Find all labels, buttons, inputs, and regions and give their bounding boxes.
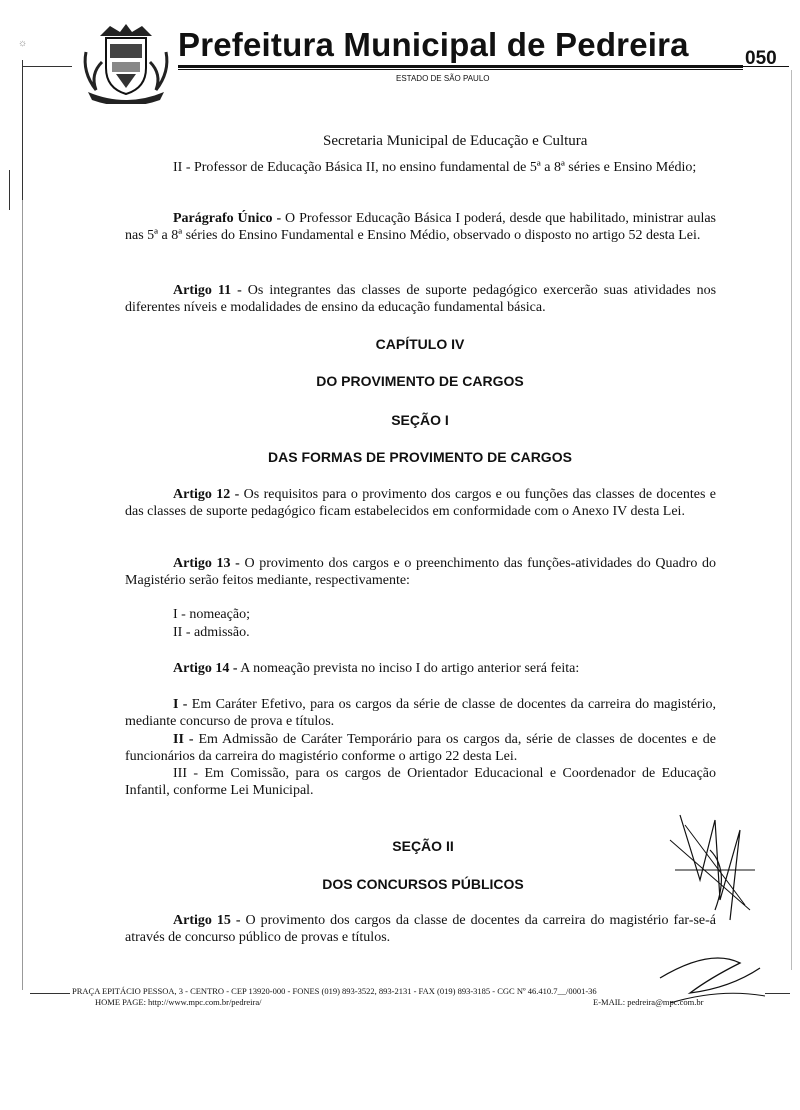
article-11: [125, 282, 716, 316]
item-lead: II -: [173, 732, 194, 747]
paragraph-item-ii: II - Professor de Educação Básica II, no ensino fundamental de 5ª a 8ª séries e Ensino Médio;: [173, 160, 697, 175]
article-text: Os integrantes das classes de suporte pedagógico exercerão suas atividades nos diferentes níveis e modalidades de ensino da educação fundamental básica.: [125, 283, 717, 315]
item-lead: III -: [173, 766, 199, 781]
paragraph-text: O Professor Educação Básica I poderá, desde que habilitado, ministrar aulas nas 5ª a 8ª séries do Ensino Fundamental e Ensino Médio, observado o disposto no artigo 52 desta Lei.: [125, 211, 717, 243]
page-number: 050: [745, 48, 777, 69]
article-lead: Artigo 12 -: [173, 487, 240, 502]
footer-rule: [30, 993, 70, 994]
page-title: Prefeitura Municipal de Pedreira: [178, 26, 689, 63]
scan-mark: ☼: [18, 38, 28, 49]
item-text: Em Caráter Efetivo, para os cargos da série de classe de docentes da carreira do magistério, mediante concurso de prova e títulos.: [125, 697, 716, 729]
item-lead: I -: [173, 697, 188, 712]
paragraph-unico: [125, 210, 716, 244]
article-15: [125, 912, 716, 946]
article-14-item-iii: [125, 765, 716, 799]
footer-email: E-MAIL: pedreira@mpc.com.br: [593, 997, 704, 1007]
article-lead: Artigo 13 -: [173, 556, 240, 571]
article-lead: Artigo 15 -: [173, 913, 241, 928]
footer-rule: [765, 993, 790, 994]
article-text: Os requisitos para o provimento dos cargos e ou funções das classes de docentes e das classes de suporte pedagógico ficam estabelecidos em conformidade com o Anexo IV desta Lei.: [125, 487, 716, 519]
article-14-item-i: [125, 696, 716, 730]
list-item: II - admissão.: [173, 625, 250, 640]
item-text: Em Comissão, para os cargos de Orientador Educacional e Coordenador de Educação Infantil, conforme Lei Municipal.: [125, 766, 716, 798]
margin-line: [22, 66, 72, 67]
article-14: [125, 660, 716, 677]
article-lead: Artigo 11 -: [173, 283, 242, 298]
article-lead: Artigo 14 -: [173, 661, 238, 676]
margin-line: [22, 200, 23, 990]
item-text: Em Admissão de Caráter Temporário para os cargos da, série de classes de docentes e de funcionários da carreira do magistério conforme o artigo 22 desta Lei.: [125, 732, 717, 764]
signature-icon: [660, 810, 760, 930]
article-text: O provimento dos cargos da classe de docentes da carreira do magistério far-se-á através de concurso público de provas e títulos.: [125, 913, 716, 945]
article-text: O provimento dos cargos e o preenchimento das funções-atividades do Quadro do Magistério serão feitos mediante, respectivamente:: [125, 556, 717, 588]
section-heading: SEÇÃO I: [391, 412, 449, 428]
chapter-heading: CAPÍTULO IV: [375, 336, 465, 352]
section-title: DOS CONCURSOS PÚBLICOS: [322, 876, 524, 892]
footer-address: PRAÇA EPITÁCIO PESSOA, 3 - CENTRO - CEP 13920-000 - FONES (019) 893-3522, 893-2131 - FAX (019) 893-3185 - CGC Nº 46.410.7__/0001-36: [72, 986, 597, 996]
department-name: Secretaria Municipal de Educação e Cultura: [323, 133, 588, 149]
chapter-title: DO PROVIMENTO DE CARGOS: [316, 373, 524, 389]
section-heading: SEÇÃO II: [392, 838, 454, 854]
article-12: [125, 486, 716, 520]
header-rule: [178, 69, 743, 70]
margin-line: [9, 170, 10, 210]
paragraph-lead: Parágrafo Único -: [173, 211, 282, 226]
coat-of-arms-icon: [80, 22, 172, 104]
margin-line: [22, 60, 23, 200]
margin-line: [791, 70, 792, 970]
list-item: I - nomeação;: [173, 607, 250, 622]
state-label: ESTADO DE SÃO PAULO: [396, 74, 490, 83]
article-text: A nomeação prevista no inciso I do artigo anterior será feita:: [240, 661, 580, 676]
article-14-item-ii: [125, 731, 716, 765]
article-13: [125, 555, 716, 589]
footer-homepage: HOME PAGE: http://www.mpc.com.br/pedreira/: [95, 997, 262, 1007]
header-rule: [178, 65, 743, 68]
section-title: DAS FORMAS DE PROVIMENTO DE CARGOS: [268, 449, 572, 465]
